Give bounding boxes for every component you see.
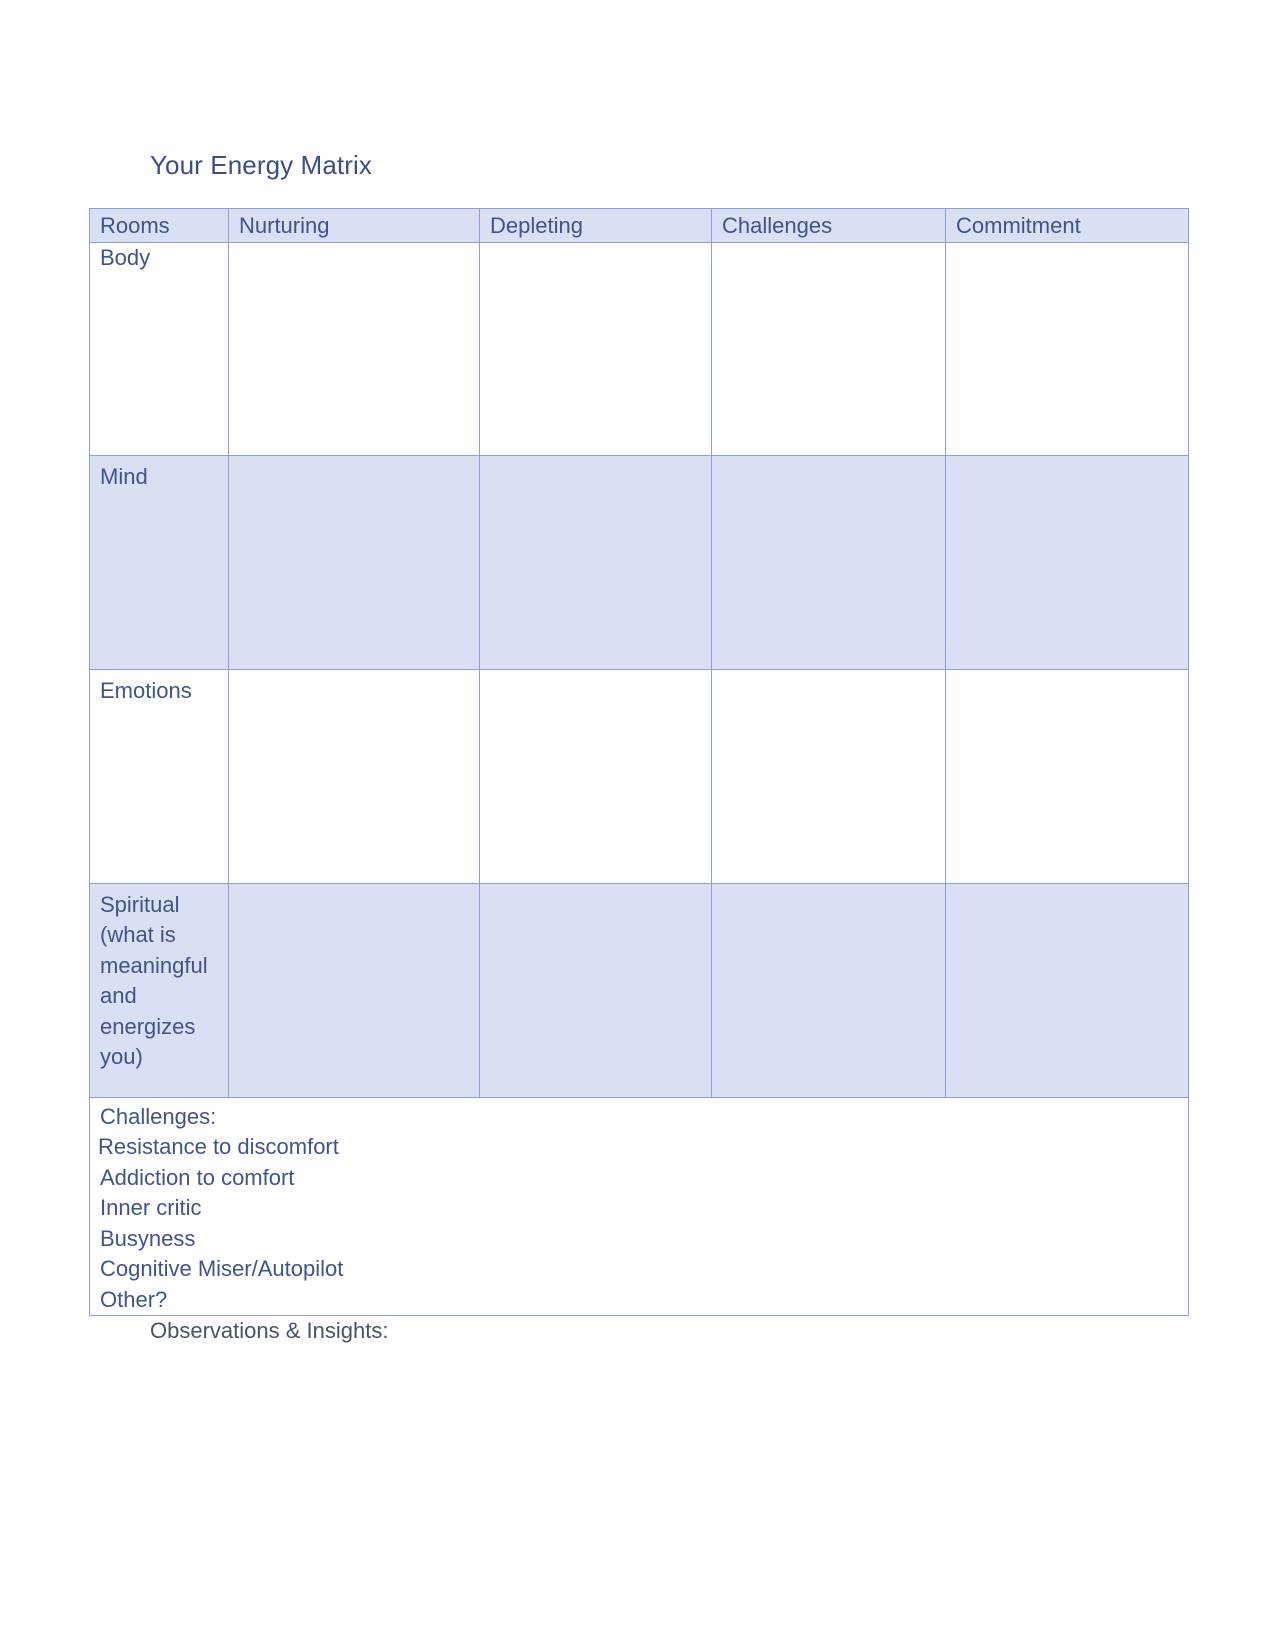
challenge-item: Cognitive Miser/Autopilot (100, 1256, 344, 1281)
observations-label: Observations & Insights: (150, 1318, 389, 1343)
challenges-cell (90, 1097, 1189, 1316)
column-header-commitment: Commitment (946, 209, 1189, 243)
challenge-item: Busyness (100, 1225, 196, 1251)
cell-spiritual-depleting[interactable] (480, 883, 712, 1097)
column-header-nurturing: Nurturing (229, 209, 480, 243)
column-header-challenges: Challenges (712, 209, 946, 243)
cell-emotions-challenges[interactable] (712, 669, 946, 883)
column-header-rooms: Rooms (90, 209, 229, 243)
column-header-depleting: Depleting (480, 209, 712, 243)
cell-mind-challenges[interactable] (712, 455, 946, 669)
header-row (90, 209, 1189, 243)
room-label-spiritual-line: Spiritual (100, 891, 180, 917)
cell-emotions-depleting[interactable] (480, 669, 712, 883)
room-label-body: Body (90, 242, 229, 455)
challenge-item: Inner critic (100, 1195, 202, 1220)
cell-body-depleting[interactable] (480, 242, 712, 455)
table-row-emotions (90, 669, 1189, 883)
challenge-item: Other? (100, 1286, 168, 1312)
cell-mind-nurturing[interactable] (229, 455, 480, 669)
table-row-spiritual (90, 883, 1189, 1097)
room-label-emotions: Emotions (90, 669, 229, 883)
cell-mind-commitment[interactable] (946, 455, 1189, 669)
room-label-spiritual-line: meaningful (100, 952, 208, 978)
room-label-spiritual-line: you) (100, 1044, 143, 1069)
cell-body-nurturing[interactable] (229, 242, 480, 455)
cell-body-commitment[interactable] (946, 242, 1189, 455)
room-label-mind: Mind (90, 455, 229, 669)
room-label-spiritual-line: energizes (100, 1013, 196, 1039)
cell-mind-depleting[interactable] (480, 455, 712, 669)
cell-spiritual-nurturing[interactable] (229, 883, 480, 1097)
table-row-mind (90, 455, 1189, 669)
challenge-item: Resistance to discomfort (98, 1134, 339, 1159)
energy-matrix-table (89, 208, 1189, 1316)
page-title: Your Energy Matrix (150, 150, 372, 180)
cell-emotions-commitment[interactable] (946, 669, 1189, 883)
room-label-spiritual-line: and (100, 983, 137, 1008)
challenges-row (90, 1097, 1189, 1316)
cell-body-challenges[interactable] (712, 242, 946, 455)
cell-spiritual-commitment[interactable] (946, 883, 1189, 1097)
challenges-heading: Challenges: (100, 1103, 217, 1129)
room-label-spiritual (90, 883, 229, 1097)
cell-emotions-nurturing[interactable] (229, 669, 480, 883)
challenge-item: Addiction to comfort (100, 1164, 295, 1190)
cell-spiritual-challenges[interactable] (712, 883, 946, 1097)
table-row-body (90, 242, 1189, 455)
room-label-spiritual-line: (what is (100, 922, 176, 947)
